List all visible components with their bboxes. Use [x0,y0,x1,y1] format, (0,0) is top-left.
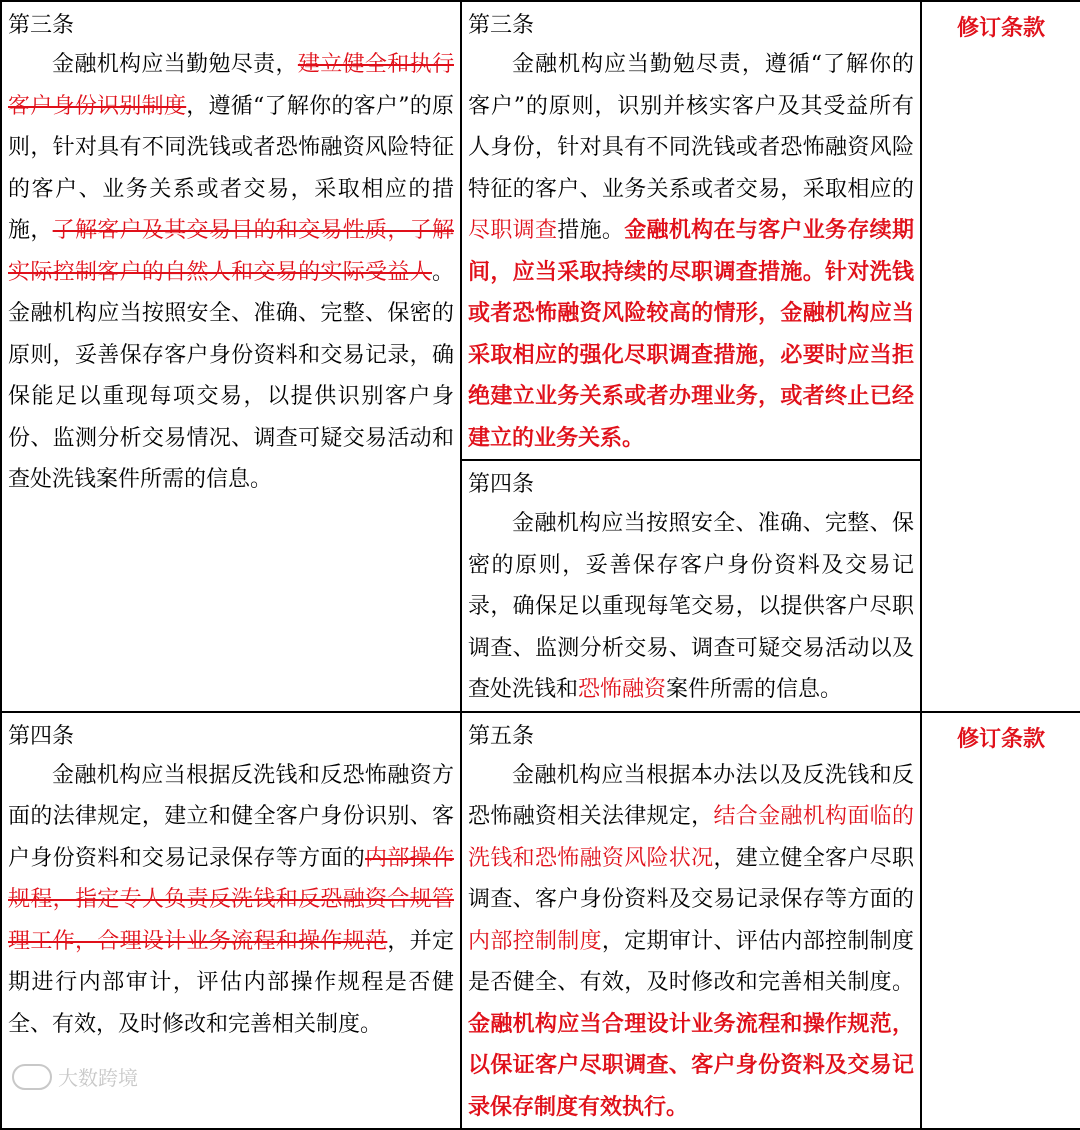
text-segment: 金融机构应当根据本办法以及反洗钱和反恐怖融资相关法律规定， [468,762,914,829]
article-body [8,755,454,1046]
text-segment: 金融机构应当根据反洗钱和反恐怖融资方面的法律规定，建立和健全客户身份识别、客户身份资料和交易记录保存等方面的 [8,762,454,871]
added-text: 尽职调查 [468,218,558,243]
added-text: 结合金融机构面临的洗钱和恐怖融资风险状况 [468,804,914,871]
old-article-3-cell [1,1,461,712]
text-segment: ，定期审计、评估内部控制制度是否健全、有效，及时修改和完善相关制度。 [468,928,914,995]
article-title: 第四条 [8,723,75,749]
text-segment: ，建立健全客户尽职调查、客户身份资料及交易记录保存等方面的 [468,845,914,912]
new-article-5-cell [461,712,921,1130]
new-article-4-cell [461,460,921,712]
text-segment: 案件所需的信息。 [666,677,843,702]
article-body [468,44,914,459]
added-text: 金融机构应当合理设计业务流程和操作规范，以保证客户尽职调查、客户身份资料及交易记录保存制度有效执行。 [468,1010,914,1120]
text-segment: 金融机构应当勤勉尽责，遵循“了解你的客户”的原则，识别并核实客户及其受益所有人身份，针对具有不同洗钱或者恐怖融资风险特征的客户、业务关系或者交易，采取相应的 [468,52,914,202]
added-text: 金融机构在与客户业务存续期间，应当采取持续的尽职调查措施。针对洗钱或者恐怖融资风险较高的情形，金融机构应当采取相应的强化尽职调查措施，必要时应当拒绝建立业务关系或者办理业务，或者终止已经建立的业务关系。 [468,217,914,451]
added-text: 恐怖融资 [578,677,667,702]
text-segment: 金融机构应当按照安全、准确、完整、保密的原则，妥善保存客户身份资料及交易记录，确保足以重现每笔交易，以提供客户尽职调查、监测分析交易、调查可疑交易活动以及查处洗钱和 [468,511,914,702]
revision-tag: 修订条款 [921,712,1080,1130]
article-title: 第五条 [468,723,535,749]
article-title: 第四条 [468,472,535,497]
new-article-3-cell [461,1,921,460]
deleted-text: 内部操作规程，指定专人负责反洗钱和反恐融资合规管理工作，合理设计业务流程和操作规范 [8,845,454,954]
text-segment: 。金融机构应当按照安全、准确、完整、保密的原则，妥善保存客户身份资料和交易记录，确保能足以重现每项交易，以提供识别客户身份、监测分析交易情况、调查可疑交易活动和查处洗钱案件所需的信息。 [8,259,454,492]
article-body [468,755,914,1129]
deleted-text: 建立健全和执行客户身份识别制度 [8,52,454,119]
text-segment: 措施。 [557,218,625,243]
article-body [8,44,454,501]
article-title: 第三条 [468,13,535,38]
text-segment: 金融机构应当勤勉尽责， [52,52,298,77]
added-text: 内部控制制度 [468,928,602,954]
brand-logo-icon [12,1064,52,1090]
table-row [1,712,1080,1130]
revision-tag: 修订条款 [921,1,1080,712]
article-title: 第三条 [8,13,75,38]
article-body [468,503,914,711]
watermark [12,1062,138,1091]
text-segment: ，并定期进行内部审计，评估内部操作规程是否健全、有效，及时修改和完善相关制度。 [8,928,454,1037]
watermark-text: 大数跨境 [58,1066,138,1090]
text-segment: ，遵循“了解你的客户”的原则，针对具有不同洗钱或者恐怖融资风险特征的客户、业务关系或者交易，采取相应的措施， [8,93,454,243]
deleted-text: 了解客户及其交易目的和交易性质，了解实际控制客户的自然人和交易的实际受益人 [8,218,454,285]
table-row [1,1,1080,460]
